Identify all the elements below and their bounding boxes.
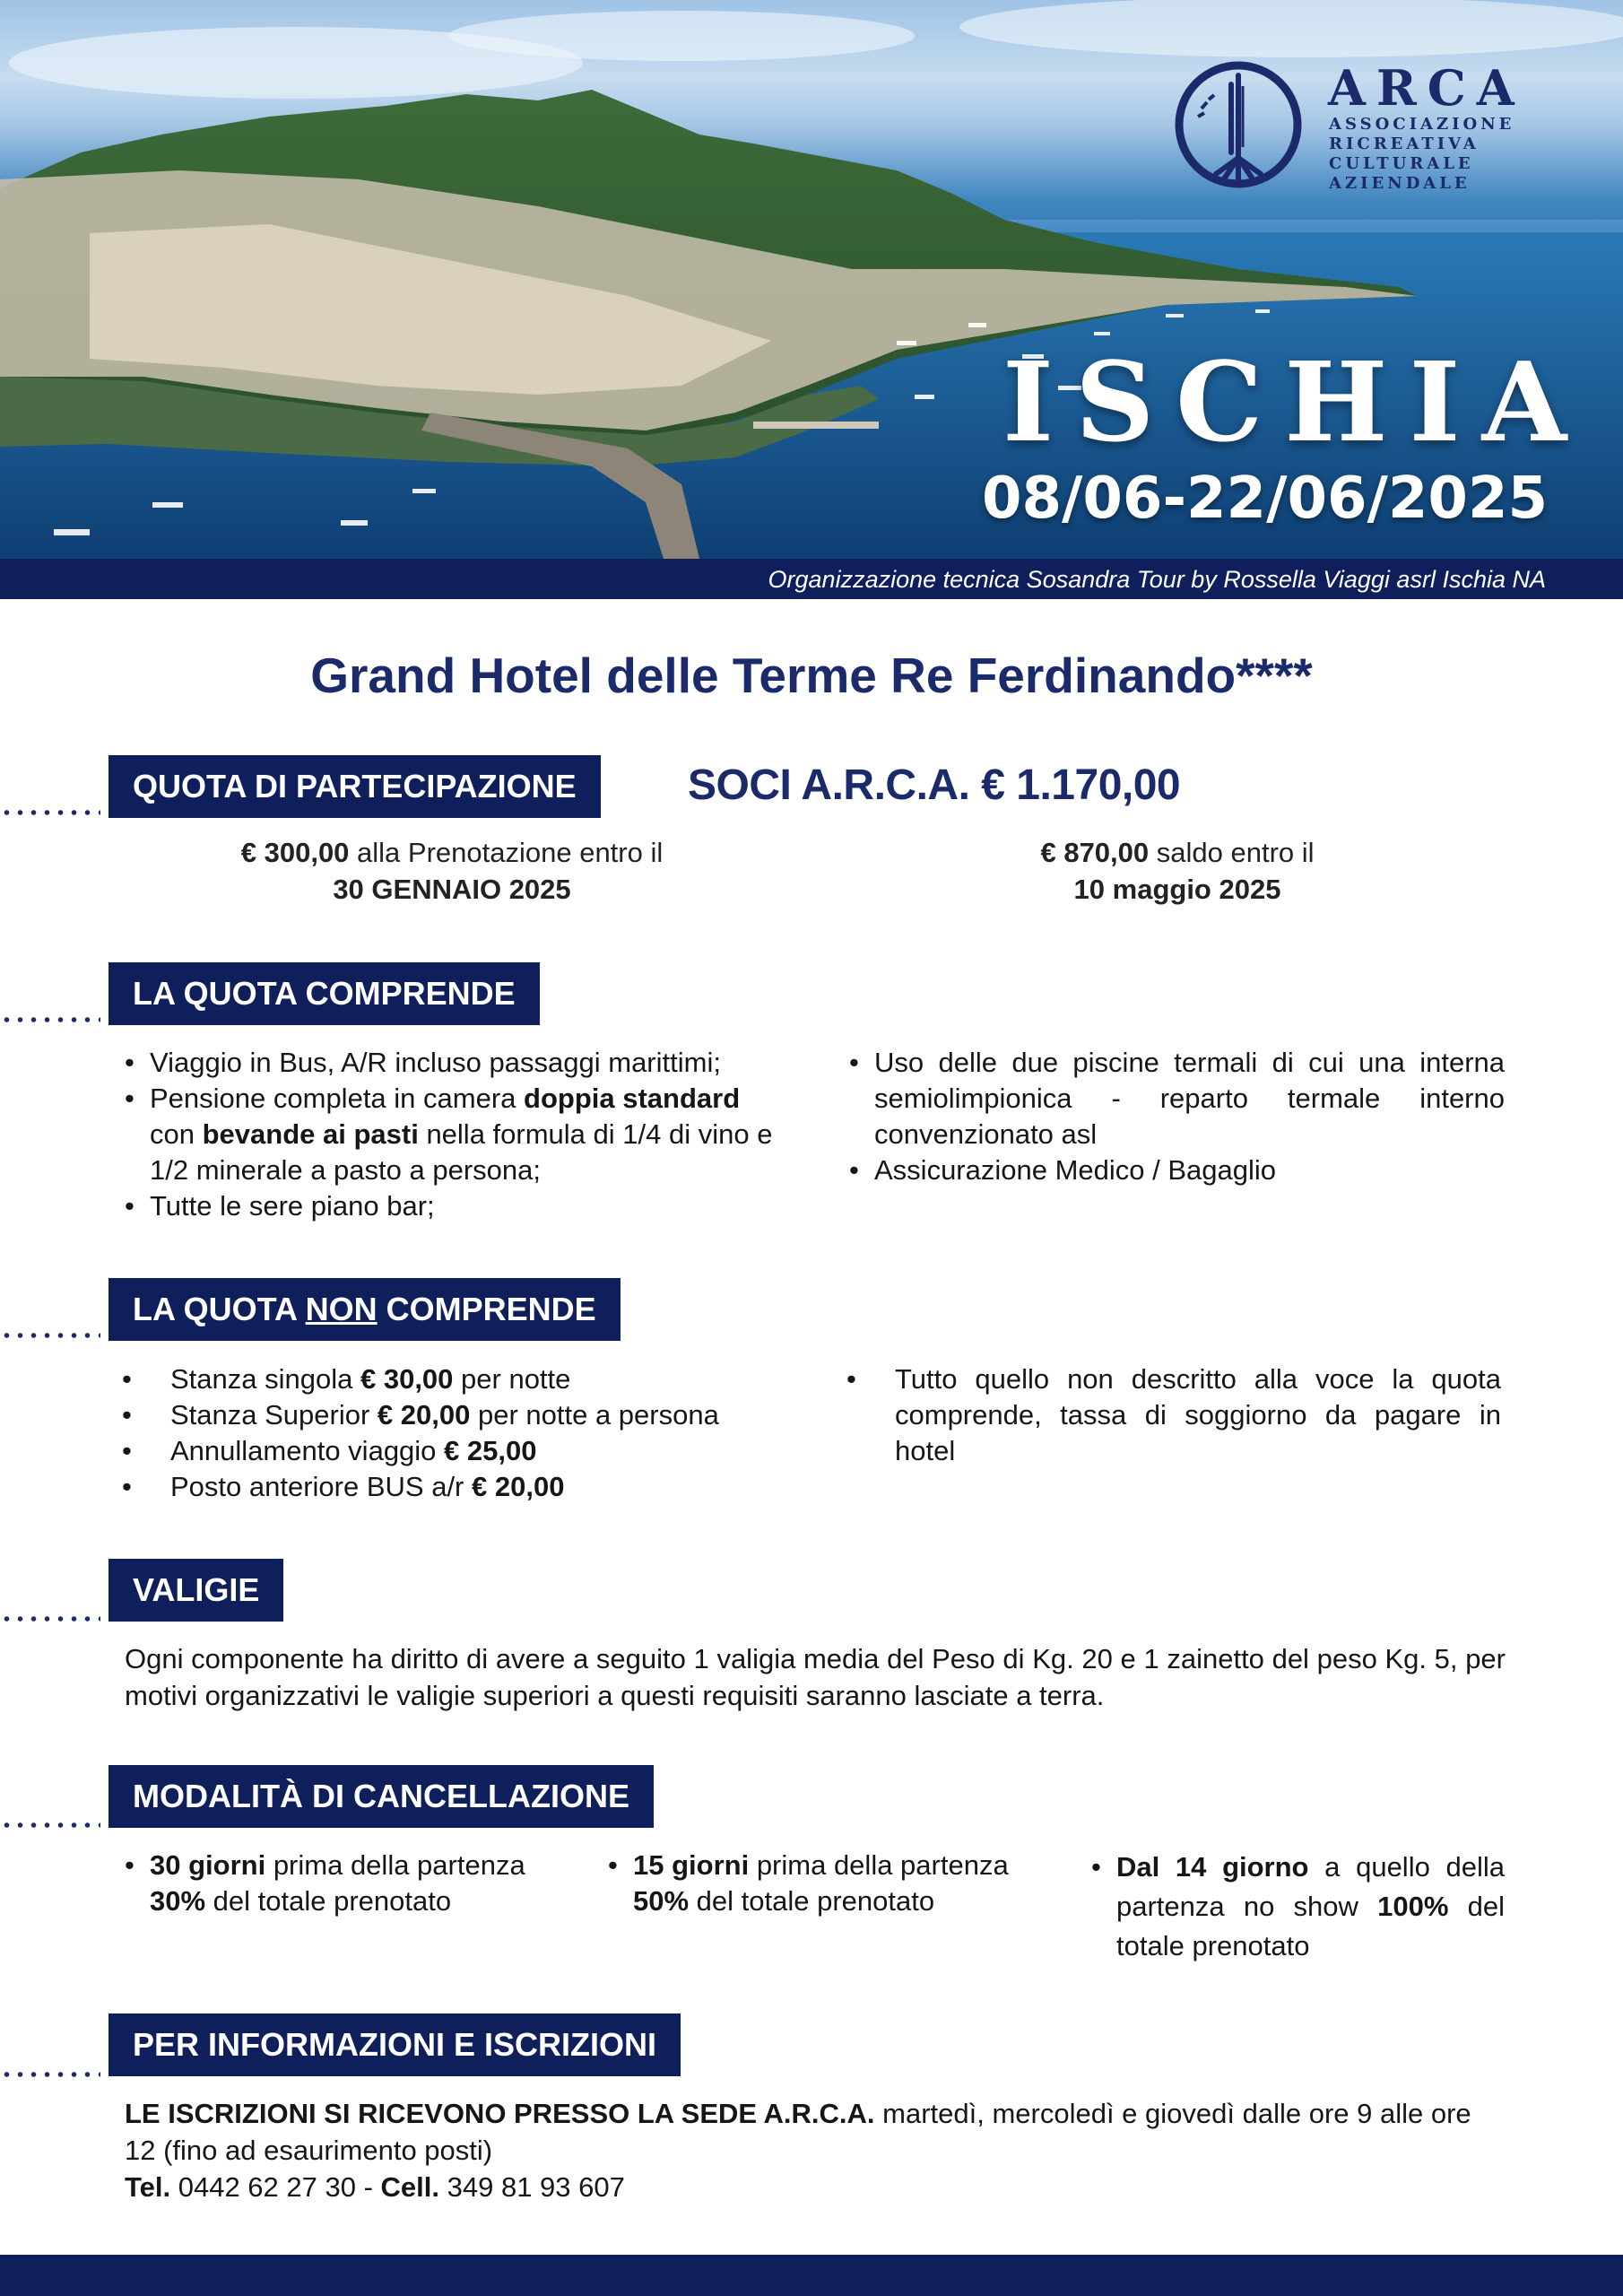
list-item: • Pensione completa in camera doppia standard con bevande ai pasti nella formula di 1/4 di vino e 1/2 minerale a pasto a persona; — [125, 1081, 788, 1188]
luggage-text: Ogni componente ha diritto di avere a seguito 1 valigia media del Peso di Kg. 20 e 1 zainetto del peso Kg. 5, per motivi organizzativi le valigie superiori a questi requisiti saranno lasciate a terra. — [125, 1643, 1506, 1711]
logo-name: ARCA — [1328, 59, 1525, 117]
cancellation-item-30 — [125, 1848, 555, 1919]
list-item: • Tutte le sere piano bar; — [125, 1188, 788, 1224]
organizer-text: Organizzazione tecnica Sosandra Tour by Rossella Viaggi asrl Ischia NA — [768, 566, 1546, 593]
list-item: • Viaggio in Bus, A/R incluso passaggi marittimi; — [125, 1045, 788, 1081]
section-tag-cancellazione: MODALITÀ DI CANCELLAZIONE — [108, 1765, 654, 1828]
logo-subtitle-line: RICREATIVA — [1329, 135, 1480, 153]
included-list-left — [125, 1045, 788, 1224]
cancellation-item-15 — [608, 1848, 1038, 1919]
phone-number: 0442 62 27 30 - — [170, 2171, 381, 2203]
list-item: • Dal 14 giorno a quello della partenza no show 100% del totale prenotato — [1091, 1848, 1505, 1966]
section-dots — [0, 1616, 100, 1622]
list-item: • Stanza singola € 30,00 per notte — [122, 1361, 821, 1397]
hero-banner — [0, 0, 1623, 559]
section-tag-info: PER INFORMAZIONI E ISCRIZIONI — [108, 2013, 681, 2076]
logo-subtitle-line: AZIENDALE — [1329, 174, 1471, 193]
section-dots — [0, 1822, 100, 1828]
balance-deadline: 10 maggio 2025 — [1073, 874, 1281, 905]
logo-subtitle-line: ASSOCIAZIONE — [1329, 115, 1515, 134]
list-item: • Assicurazione Medico / Bagaglio — [849, 1152, 1505, 1188]
registration-intro: LE ISCRIZIONI SI RICEVONO PRESSO LA SEDE A.R.C.A. — [125, 2098, 875, 2129]
cell-number: 349 81 93 607 — [439, 2171, 625, 2203]
balance-amount: € 870,00 — [1040, 837, 1150, 868]
excluded-list-right — [846, 1361, 1501, 1469]
list-item: • Uso delle due piscine termali di cui una interna semiolimpionica - reparto termale interno convenzionato asl — [849, 1045, 1505, 1152]
hotel-title: Grand Hotel delle Terme Re Ferdinando**** — [310, 648, 1313, 703]
deposit-amount: € 300,00 — [240, 837, 350, 868]
registration-hours: martedì, mercoledì e giovedì dalle ore 9 alle ore 12 (fino ad esaurimento posti) — [125, 2098, 1471, 2166]
registration-info — [125, 2095, 1506, 2205]
list-item: • Posto anteriore BUS a/r € 20,00 — [122, 1469, 821, 1505]
contact-line: Tel. 0442 62 27 30 - Cell. 349 81 93 607 — [125, 2171, 625, 2203]
included-list-right — [849, 1045, 1505, 1188]
arca-emblem-icon — [1173, 59, 1304, 190]
list-item: • 15 giorni prima della partenza 50% del totale prenotato — [608, 1848, 1038, 1919]
trip-dates: 08/06-22/06/2025 — [981, 465, 1548, 532]
section-tag-comprende: LA QUOTA COMPRENDE — [108, 962, 540, 1025]
section-tag-valigie: VALIGIE — [108, 1559, 283, 1622]
section-dots — [0, 1017, 100, 1022]
logo-subtitle — [1329, 115, 1515, 194]
excluded-list-left — [122, 1361, 821, 1505]
section-tag-quota: QUOTA DI PARTECIPAZIONE — [108, 755, 601, 818]
section-dots — [0, 810, 100, 815]
section-dots — [0, 1333, 100, 1338]
deposit-text: alla Prenotazione entro il — [349, 837, 664, 868]
destination-title: ISCHIA — [1002, 337, 1589, 466]
logo-subtitle-line: CULTURALE — [1329, 154, 1474, 173]
list-item: • Stanza Superior € 20,00 per notte a persona — [122, 1397, 821, 1433]
organizer-bar — [0, 559, 1623, 599]
section-tag-non-comprende: LA QUOTA NON COMPRENDE — [108, 1278, 621, 1341]
list-item: • Tutto quello non descritto alla voce la quota comprende, tassa di soggiorno da pagare in hotel — [846, 1361, 1501, 1469]
list-item: • Annullamento viaggio € 25,00 — [122, 1433, 821, 1469]
balance-info — [899, 834, 1455, 908]
balance-text: saldo entro il — [1149, 837, 1315, 868]
deposit-deadline: 30 GENNAIO 2025 — [333, 874, 571, 905]
list-item: • 30 giorni prima della partenza 30% del totale prenotato — [125, 1848, 555, 1919]
footer-bar — [0, 2255, 1623, 2296]
deposit-info — [174, 834, 730, 908]
arca-logo — [1173, 59, 1532, 203]
section-dots — [0, 2072, 100, 2077]
cancellation-item-noshow — [1091, 1848, 1505, 1966]
member-price: SOCI A.R.C.A. € 1.170,00 — [688, 761, 1181, 809]
